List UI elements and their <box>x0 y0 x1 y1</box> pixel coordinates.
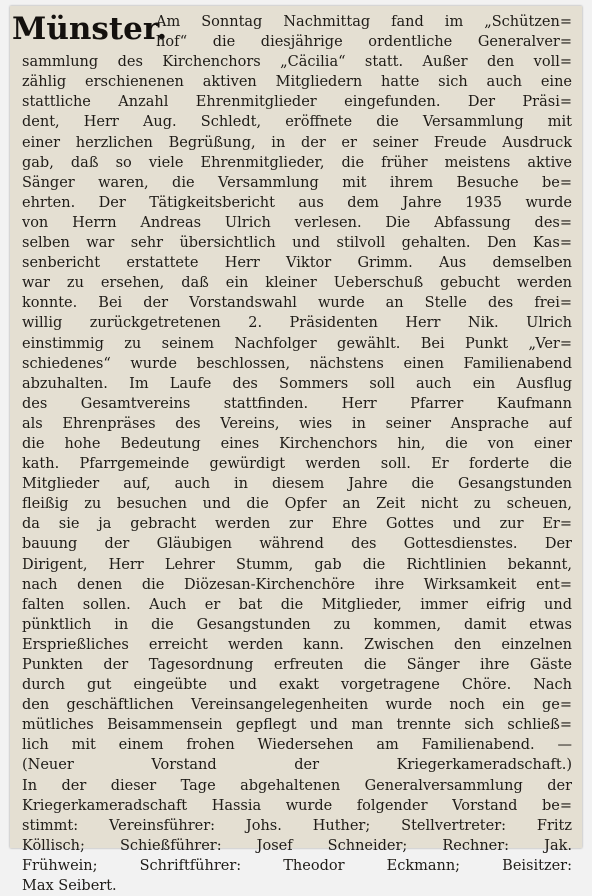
article-line: Dirigent, Herr Lehrer Stumm, gab die Richtlinien bekannt, <box>22 556 572 573</box>
article-line: einer herzlichen Begrüßung, in der er seiner Freude Ausdruck <box>22 134 572 151</box>
article-line: pünktlich in die Gesangstunden zu kommen, damit etwas <box>22 616 572 633</box>
article-line: stattliche Anzahl Ehrenmitglieder eingefunden. Der Präsi= <box>22 94 572 111</box>
article-line: da sie ja gebracht werden zur Ehre Gottes und zur Er= <box>22 516 572 533</box>
article-line: lich mit einem frohen Wiedersehen am Familienabend. — <box>22 737 572 754</box>
article-line: Frühwein; Schriftführer: Theodor Eckmann; Beisitzer: <box>22 857 572 874</box>
article-line: des Gesamtvereins stattfinden. Herr Pfarrer Kaufmann <box>22 395 572 412</box>
article-line: Ersprießliches erreicht werden kann. Zwischen den einzelnen <box>22 636 572 653</box>
article-line: Max Seibert. <box>22 878 117 895</box>
article-line: Kriegerkameradschaft Hassia wurde folgender Vorstand be= <box>22 797 572 814</box>
article-line: Am Sonntag Nachmittag fand im „Schützen= <box>156 14 572 30</box>
article-line: kath. Pfarrgemeinde gewürdigt werden soll. Er forderte die <box>22 456 572 473</box>
article-line: stimmt: Vereinsführer: Johs. Huther; Stellvertreter: Fritz <box>22 817 572 834</box>
article-line: sammlung des Kirchenchors „Cäcilia“ statt. Außer den voll= <box>22 54 572 71</box>
article-body <box>22 52 572 896</box>
article-line: In der dieser Tage abgehaltenen Generalversammlung der <box>22 777 572 794</box>
article-line: fleißig zu besuchen und die Opfer an Zeit nicht zu scheuen, <box>22 496 572 513</box>
article-line: dent, Herr Aug. Schledt, eröffnete die Versammlung mit <box>22 114 572 131</box>
article-line: falten sollen. Auch er bat die Mitglieder, immer eifrig und <box>22 596 572 613</box>
article-intro-lines <box>22 12 572 52</box>
article-line: schiedenes“ wurde beschlossen, nächstens einen Familienabend <box>22 355 572 372</box>
article-line: bauung der Gläubigen während des Gottesdienstes. Der <box>22 536 572 553</box>
article-line: die hohe Bedeutung eines Kirchenchors hin, die von einer <box>22 435 572 452</box>
article-line: gab, daß so viele Ehrenmitglieder, die früher meistens aktive <box>22 154 572 171</box>
article-line: willig zurückgetretenen 2. Präsidenten Herr Nik. Ulrich <box>22 315 572 332</box>
article-line: mütliches Beisammensein gepflegt und man trennte sich schließ= <box>22 717 572 734</box>
article-headline: Münster. <box>12 11 168 47</box>
article-line: ehrten. Der Tätigkeitsbericht aus dem Jahre 1935 wurde <box>22 194 572 211</box>
article-line: den geschäftlichen Vereinsangelegenheiten wurde noch ein ge= <box>22 697 572 714</box>
article-line: selben war sehr übersichtlich und stilvoll gehalten. Den Kas= <box>22 235 572 252</box>
article-line: senbericht erstattete Herr Viktor Grimm. Aus demselben <box>22 255 572 272</box>
article-line: durch gut eingeübte und exakt vorgetragene Chöre. Nach <box>22 677 572 694</box>
article-line: hof“ die diesjährige ordentliche Generalver= <box>156 34 572 51</box>
section-heading: (Neuer Vorstand der Kriegerkameradschaft.) <box>22 757 572 774</box>
article-line: konnte. Bei der Vorstandswahl wurde an Stelle des frei= <box>22 295 572 312</box>
article-line: einstimmig zu seinem Nachfolger gewählt. Bei Punkt „Ver= <box>22 335 572 352</box>
article-line: Sänger waren, die Versammlung mit ihrem Besuche be= <box>22 174 572 191</box>
article-line: war zu ersehen, daß ein kleiner Ueberschuß gebucht werden <box>22 275 572 292</box>
article-line: Köllisch; Schießführer: Josef Schneider; Rechner: Jak. <box>22 837 572 854</box>
article-line: nach denen die Diözesan-Kirchenchöre ihre Wirksamkeit ent= <box>22 576 572 593</box>
article-line: zählig erschienenen aktiven Mitgliedern hatte sich auch eine <box>22 74 572 91</box>
article-line: von Herrn Andreas Ulrich verlesen. Die Abfassung des= <box>22 214 572 231</box>
article-line: abzuhalten. Im Laufe des Sommers soll auch ein Ausflug <box>22 375 572 392</box>
article-line: Mitglieder auf, auch in diesem Jahre die Gesangstunden <box>22 476 572 493</box>
article-line: Punkten der Tagesordnung erfreuten die Sänger ihre Gäste <box>22 657 572 673</box>
article-line: als Ehrenpräses des Vereins, wies in seiner Ansprache auf <box>22 415 572 432</box>
newspaper-clipping <box>10 6 582 895</box>
